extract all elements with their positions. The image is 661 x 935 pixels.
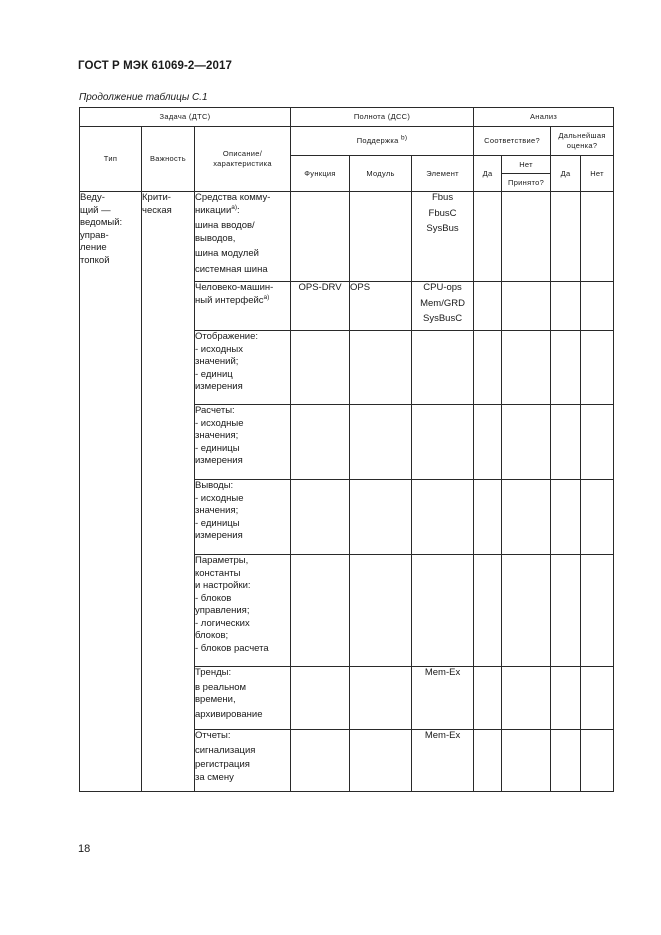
importance-line-1: Крити- <box>142 192 171 203</box>
cell-further-no <box>581 730 614 792</box>
description-line: блоков; <box>195 630 229 641</box>
description-line: Человеко-машин- <box>195 282 274 293</box>
header-row-2 <box>80 127 614 156</box>
page-number: 18 <box>78 843 91 855</box>
cell-further-yes <box>551 192 581 282</box>
description-line: архивирование <box>195 708 263 720</box>
type-line-4: управ- <box>80 229 109 241</box>
cell-module <box>350 405 412 480</box>
cell-description <box>195 282 291 331</box>
cell-further-no <box>581 480 614 555</box>
cell-conformity-yes <box>474 405 502 480</box>
element-line: SysBusC <box>423 313 463 324</box>
description-line: Тренды: <box>195 667 232 678</box>
type-line-2: щий — <box>80 204 111 216</box>
description-line <box>195 295 290 308</box>
cell-module <box>350 331 412 405</box>
header-importance: Важность <box>142 127 195 192</box>
description-line: - единицы <box>195 442 240 454</box>
description-line: Выводы: <box>195 480 234 491</box>
header-conformity: Соответствие? <box>474 127 551 156</box>
cell-element: Mem-Ex <box>412 730 474 792</box>
cell-element <box>412 480 474 555</box>
cell-conformity-no <box>502 555 551 667</box>
header-further-yes: Да <box>551 156 581 192</box>
description-footnote: a) <box>231 203 238 211</box>
cell-further-no <box>581 282 614 331</box>
cell-conformity-no <box>502 282 551 331</box>
cell-conformity-no <box>502 405 551 480</box>
cell-element <box>412 192 474 282</box>
description-line: и настройки: <box>195 580 251 591</box>
description-line <box>195 205 290 218</box>
type-line-5: ление <box>80 242 107 253</box>
description-footnote: a) <box>263 293 270 301</box>
cell-conformity-yes <box>474 282 502 331</box>
header-type: Тип <box>80 127 142 192</box>
cell-further-no <box>581 667 614 730</box>
cell-module <box>350 555 412 667</box>
header-accepted: Принято? <box>502 174 551 192</box>
header-analysis: Анализ <box>474 108 614 127</box>
table-caption: Продолжение таблицы С.1 <box>79 92 208 103</box>
cell-conformity-yes <box>474 730 502 792</box>
description-line: времени, <box>195 694 236 705</box>
description-line: за смену <box>195 771 234 783</box>
cell-conformity-no <box>502 480 551 555</box>
document-code: ГОСТ Р МЭК 61069-2—2017 <box>78 60 232 72</box>
header-further-evaluation <box>551 127 614 156</box>
description-line: Расчеты: <box>195 405 235 416</box>
cell-description <box>195 730 291 792</box>
description-line: - исходные <box>195 417 244 429</box>
description-line: измерения <box>195 530 243 541</box>
element-line: FbusC <box>428 207 457 219</box>
description-line: управления; <box>195 605 250 616</box>
header-function: Функция <box>291 156 350 192</box>
header-module: Модуль <box>350 156 412 192</box>
description-line: выводов, <box>195 232 236 244</box>
cell-further-no <box>581 405 614 480</box>
cell-element: Mem-Ex <box>412 667 474 730</box>
cell-conformity-no <box>502 667 551 730</box>
element-line: Fbus <box>431 192 454 203</box>
cell-description <box>195 480 291 555</box>
cell-element <box>412 331 474 405</box>
cell-conformity-yes <box>474 480 502 555</box>
table-row <box>80 192 614 282</box>
cell-conformity-yes <box>474 192 502 282</box>
header-row-1 <box>80 108 614 127</box>
cell-further-yes <box>551 405 581 480</box>
element-line: SysBus <box>426 223 459 234</box>
cell-function <box>291 405 350 480</box>
cell-further-no <box>581 331 614 405</box>
cell-description <box>195 331 291 405</box>
importance-line-2: ческая <box>142 204 172 216</box>
description-line: измерения <box>195 455 243 466</box>
description-line: - единицы <box>195 517 240 529</box>
header-support <box>291 127 474 156</box>
header-element: Элемент <box>412 156 474 192</box>
description-line: константы <box>195 567 241 579</box>
description-line: измерения <box>195 381 243 392</box>
description-line: Отображение: <box>195 331 259 342</box>
element-line: Mem/GRD <box>420 297 465 309</box>
description-line: - исходных <box>195 343 243 355</box>
header-further-no: Нет <box>581 156 614 192</box>
cell-module <box>350 192 412 282</box>
description-line: значений; <box>195 356 239 367</box>
cell-conformity-yes <box>474 555 502 667</box>
header-conformity-no: Нет <box>502 156 551 174</box>
cell-function <box>291 331 350 405</box>
type-line-6: топкой <box>80 254 110 266</box>
cell-function <box>291 192 350 282</box>
cell-element <box>412 555 474 667</box>
description-line: Средства комму- <box>195 192 271 203</box>
cell-function <box>291 667 350 730</box>
cell-further-yes <box>551 730 581 792</box>
header-description-line-2: характеристика <box>213 159 272 168</box>
header-support-footnote: b) <box>400 134 408 142</box>
cell-further-yes <box>551 667 581 730</box>
description-line: сигнализация <box>195 744 256 756</box>
description-line: Параметры, <box>195 555 249 566</box>
description-text: : <box>237 204 240 216</box>
cell-further-no <box>581 192 614 282</box>
cell-description <box>195 192 291 282</box>
description-line: значения; <box>195 505 239 516</box>
cell-element <box>412 405 474 480</box>
description-line: системная шина <box>195 263 268 275</box>
description-line: шина модулей <box>195 248 259 259</box>
cell-function <box>291 555 350 667</box>
cell-module <box>350 730 412 792</box>
cell-description <box>195 555 291 667</box>
header-description-line-1: Описание/ <box>222 149 263 158</box>
header-further-line-1: Дальнейшая <box>558 131 606 140</box>
cell-conformity-yes <box>474 331 502 405</box>
cell-importance <box>142 192 195 792</box>
cell-conformity-no <box>502 192 551 282</box>
description-line: Отчеты: <box>195 730 231 741</box>
cell-conformity-no <box>502 331 551 405</box>
analysis-table <box>79 107 614 792</box>
cell-function <box>291 480 350 555</box>
element-line: CPU-ops <box>423 282 462 293</box>
cell-module <box>350 480 412 555</box>
header-further-line-2: оценка? <box>566 141 598 150</box>
cell-further-yes <box>551 282 581 331</box>
description-text: никации <box>195 204 232 216</box>
description-line: - блоков расчета <box>195 642 269 654</box>
cell-description <box>195 405 291 480</box>
description-text: ный интерфейс <box>195 294 264 306</box>
cell-module <box>350 667 412 730</box>
header-support-label: Поддержка <box>356 136 399 145</box>
cell-further-yes <box>551 480 581 555</box>
type-line-3: ведомый: <box>80 217 123 228</box>
description-line: регистрация <box>195 759 250 770</box>
cell-further-yes <box>551 331 581 405</box>
cell-description <box>195 667 291 730</box>
cell-conformity-no <box>502 730 551 792</box>
description-line: - единиц <box>195 368 233 380</box>
header-description <box>195 127 291 192</box>
cell-conformity-yes <box>474 667 502 730</box>
cell-function <box>291 730 350 792</box>
type-line-1: Веду- <box>80 192 105 203</box>
cell-function: OPS-DRV <box>291 282 350 331</box>
description-line: шина вводов/ <box>195 220 255 231</box>
header-completeness: Полнота (ДСС) <box>291 108 474 127</box>
description-line: - исходные <box>195 492 244 504</box>
header-task: Задача (ДТС) <box>80 108 291 127</box>
cell-element <box>412 282 474 331</box>
cell-further-no <box>581 555 614 667</box>
description-line: - блоков <box>195 592 232 604</box>
header-conformity-yes: Да <box>474 156 502 192</box>
description-line: - логических <box>195 617 250 629</box>
cell-type <box>80 192 142 792</box>
description-line: в реальном <box>195 681 247 693</box>
cell-further-yes <box>551 555 581 667</box>
cell-module: OPS <box>350 282 412 331</box>
description-line: значения; <box>195 430 239 441</box>
